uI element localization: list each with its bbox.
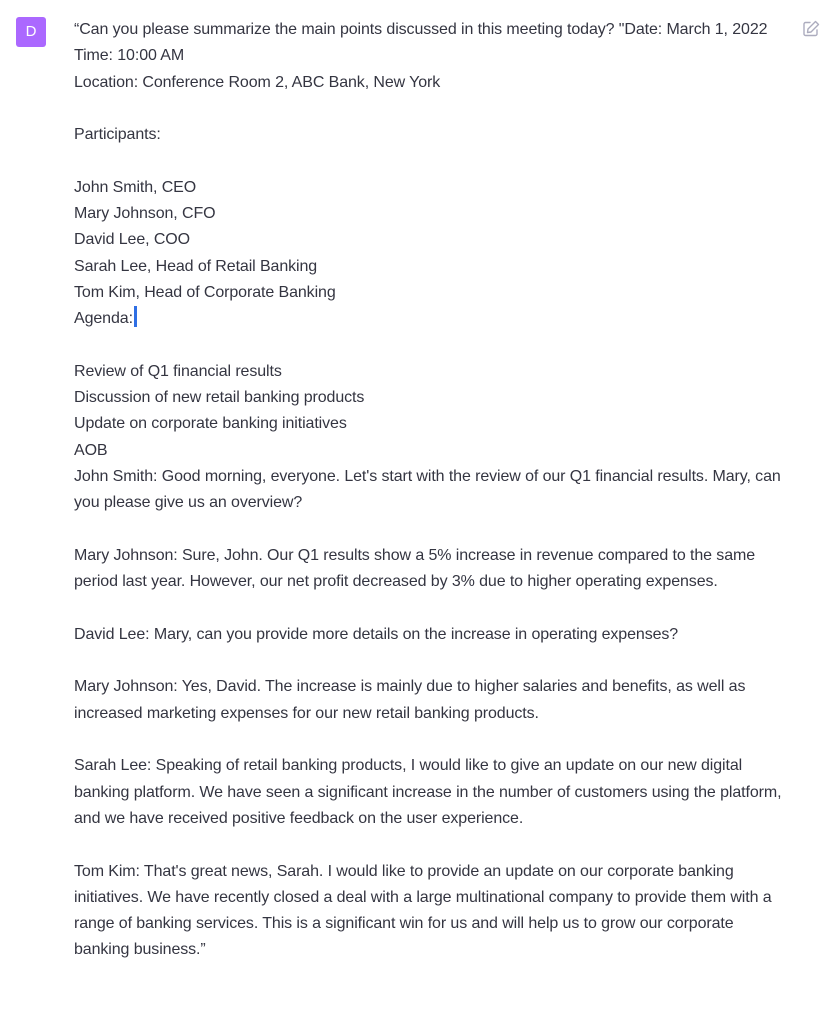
user-avatar: D <box>16 17 46 47</box>
message-text-before-caret: “Can you please summarize the main points discussed in this meeting today? "Date: March 1, 2022 Time: 10:00 AM Location: Conference Room 2, ABC Bank, New York Participants: John Smith, CEO Mary Johnson, CFO David Lee, COO Sarah Lee, Head of Retail Banking Tom Kim, Head of Corporate Banking Agenda: <box>74 21 768 328</box>
edit-message-button[interactable] <box>801 19 821 39</box>
text-caret <box>134 306 137 327</box>
edit-icon <box>801 19 821 39</box>
user-message <box>74 17 789 964</box>
message-text-after-caret: Review of Q1 financial results Discussion of new retail banking products Update on corporate banking initiatives AOB John Smith: Good morning, everyone. Let's start with the review of our Q1 financial results. Mary, can you please give us an overview? Mary Johnson: Sure, John. Our Q1 results show a 5% increase in revenue compared to the same period last year. However, our net profit decreased by 3% due to higher operating expenses. David Lee: Mary, can you provide more details on the increase in operating expenses? Mary Johnson: Yes, David. The increase is mainly due to higher salaries and benefits, as well as increased marketing expenses for our new retail banking products. Sarah Lee: Speaking of retail banking products, I would like to give an update on our new digital banking platform. We have seen a significant increase in the number of customers using the platform, and we have received positive feedback on the user experience. Tom Kim: That's great news, Sarah. I would like to provide an update on our corporate banking initiatives. We have recently closed a deal with a large multinational company to provide them with a range of banking services. This is a significant win for us and will help us to grow our corporate banking business.” <box>74 362 782 959</box>
